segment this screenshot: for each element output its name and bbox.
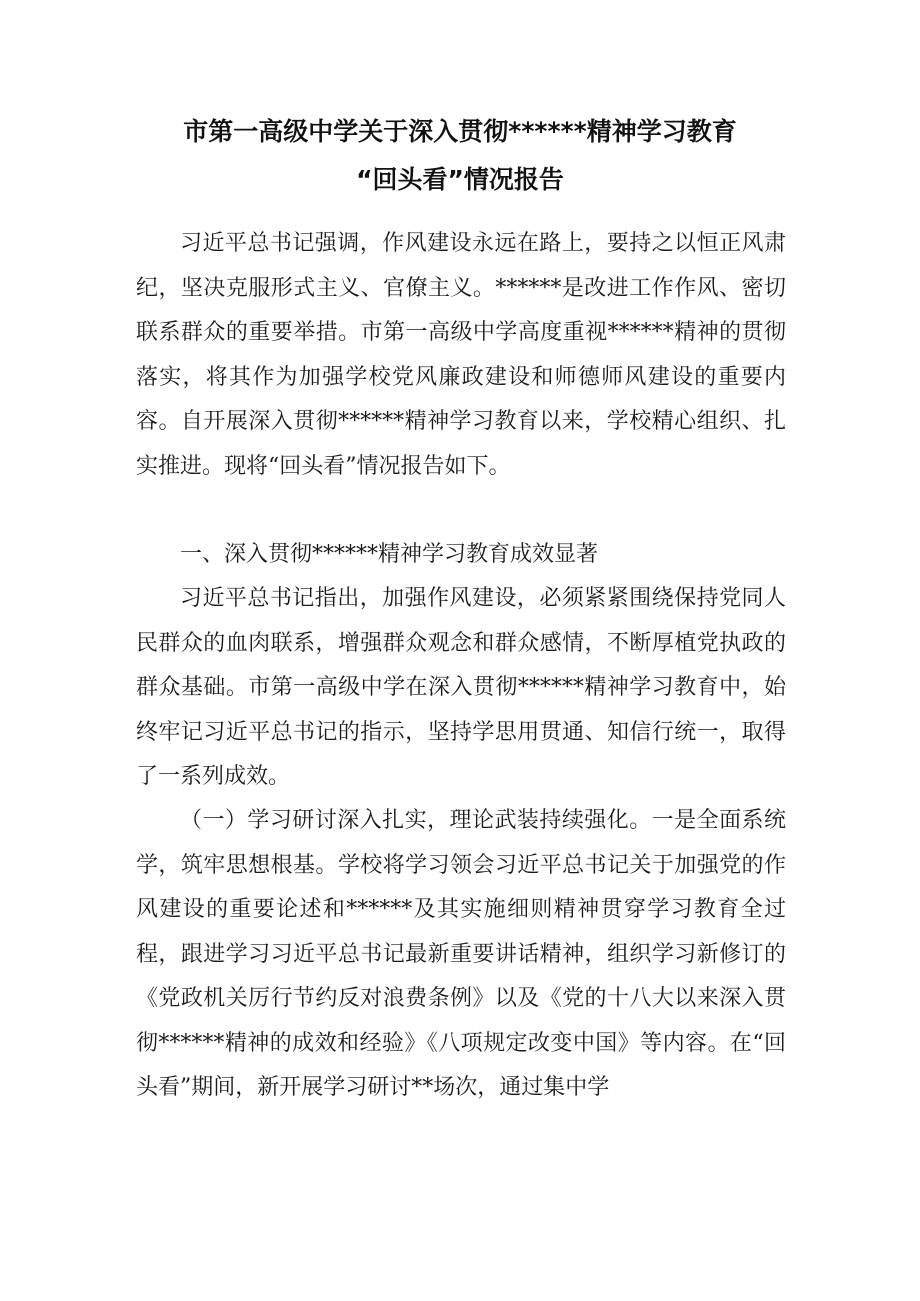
section-paragraph	[136, 577, 786, 800]
subsection-paragraph	[136, 799, 786, 1111]
section-heading	[136, 533, 786, 578]
paragraph-text: （一）学习研讨深入扎实，理论武装持续强化。一是全面系统学，筑牢思想根基。学校将学习领会习近平总书记关于加强党的作风建设的重要论述和******及其实施细则精神贯穿学习教育全过程，跟进学习习近平总书记最新重要讲话精神，组织学习新修订的《党政机关厉行节约反对浪费条例》以及《党的十八大以来深入贯彻******精神的成效和经验》《八项规定改变中国》等内容。在“回头看”期间，新开展学习研讨**场次，通过集中学	[136, 808, 786, 1100]
section-heading-text: 一、深入贯彻******精神学习教育成效显著	[180, 542, 599, 567]
document-title-line-2: “回头看”情况报告	[356, 165, 564, 194]
document-title-line-1: 市第一高级中学关于深入贯彻******精神学习教育	[183, 117, 737, 146]
intro-paragraph	[136, 222, 786, 489]
paragraph-text: 习近平总书记指出，加强作风建设，必须紧紧围绕保持党同人民群众的血肉联系，增强群众观念和群众感情，不断厚植党执政的群众基础。市第一高级中学在深入贯彻******精神学习教育中，始终牢记习近平总书记的指示，坚持学思用贯通、知信行统一，取得了一系列成效。	[136, 586, 786, 789]
paragraph-text: 习近平总书记强调，作风建设永远在路上，要持之以恒正风肃纪，坚决克服形式主义、官僚主义。******是改进工作作风、密切联系群众的重要举措。市第一高级中学高度重视******精神的贯彻落实，将其作为加强学校党风廉政建设和师德师风建设的重要内容。自开展深入贯彻******精神学习教育以来，学校精心组织、扎实推进。现将“回头看”情况报告如下。	[136, 231, 786, 479]
